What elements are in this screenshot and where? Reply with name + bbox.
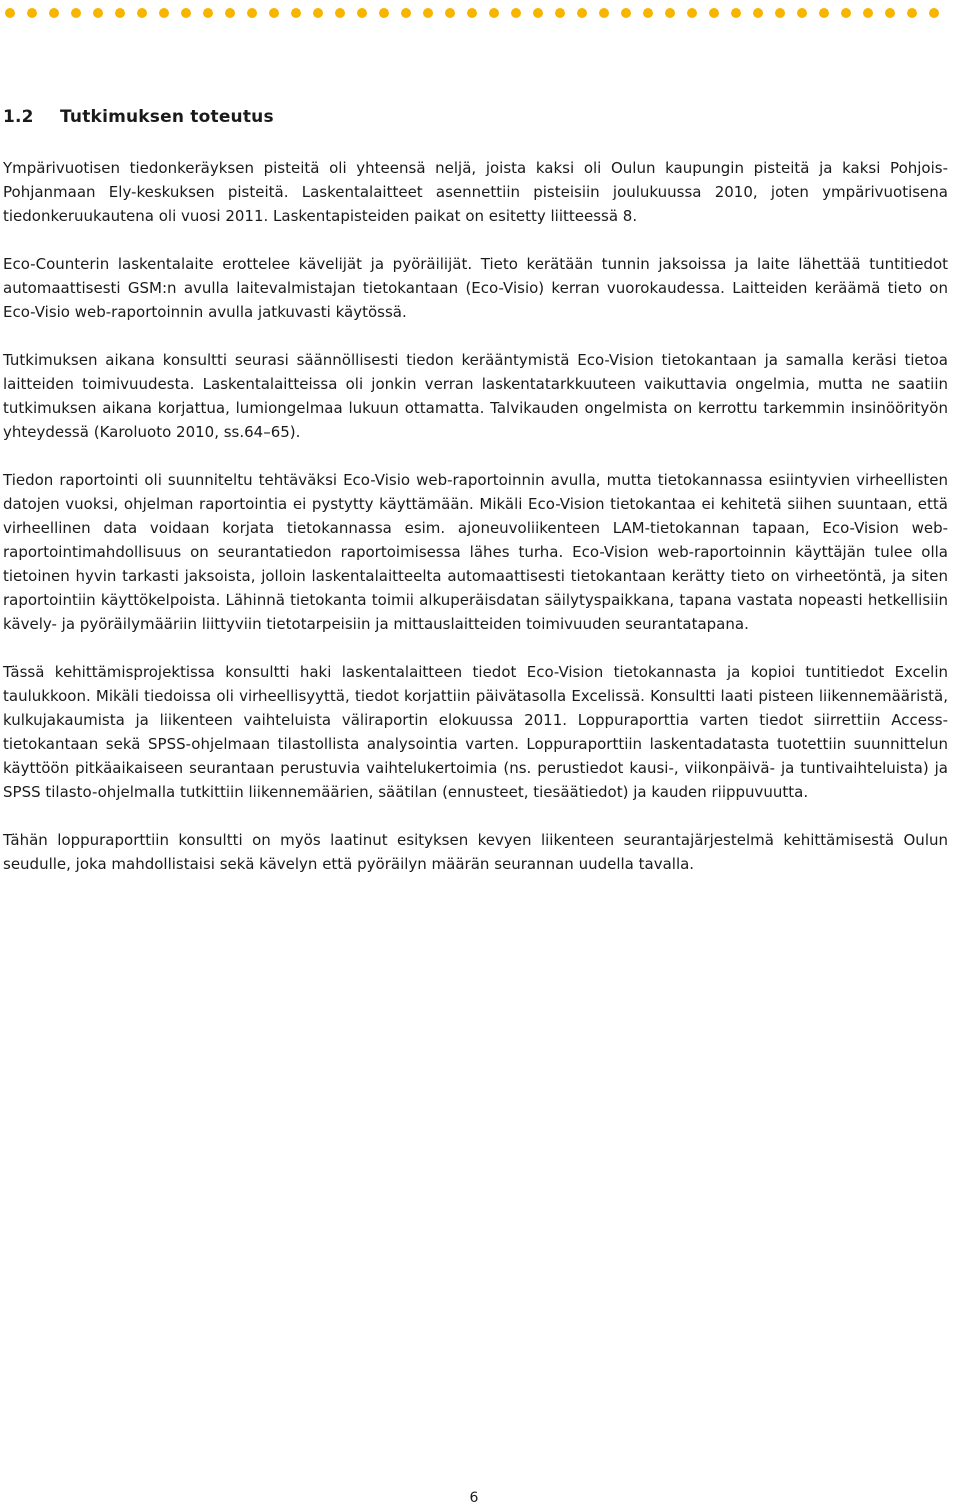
- decorative-dot: [929, 8, 939, 18]
- decorative-dot: [577, 8, 587, 18]
- decorative-dot: [665, 8, 675, 18]
- paragraph-2: Eco-Counterin laskentalaite erottelee kävelijät ja pyöräilijät. Tieto kerätään tunnin jaksoissa ja laite lähettää tuntitiedot automaattisesti GSM:n avulla laitevalmistajan tietokantaan (Eco-Visio) kerran vuorokaudessa. Laitteiden keräämä tieto on Eco-Visio web-raportoinnin avulla jatkuvasti käytössä.: [3, 255, 948, 321]
- decorative-dot: [379, 8, 389, 18]
- decorative-dot: [247, 8, 257, 18]
- decorative-dot: [555, 8, 565, 18]
- decorative-dot: [203, 8, 213, 18]
- decorative-dot: [137, 8, 147, 18]
- decorative-dot: [775, 8, 785, 18]
- decorative-dot: [489, 8, 499, 18]
- paragraph-5: Tässä kehittämisprojektissa konsultti haki laskentalaitteen tiedot Eco-Vision tietokannasta ja kopioi tuntitiedot Excelin taulukkoon. Mikäli tiedoissa oli virheellisyyttä, tiedot korjattiin päivätasolla Excelissä. Konsultti laati pisteen liikennemääristä, kulkujakaumista ja liikenteen vaihteluista väliraportin elokuussa 2011. Loppuraporttia varten tiedot siirrettiin Access-tietokantaan sekä SPSS-ohjelmaan tilastollista analysointia varten. Loppuraporttiin laskentadatasta tuotettiin suunnittelun käyttöön pitkäaikaiseen seurantaan perustuvia vaihtelukertoimia (ns. perustiedot kausi-, viikonpäivä- ja tuntivaihteluista) ja SPSS tilasto-ohjelmalla tutkittiin liikennemäärien, säätilan (ennusteet, tiesäätiedot) ja kauden riippuvuutta.: [3, 663, 948, 801]
- decorative-dot: [335, 8, 345, 18]
- decorative-dot: [313, 8, 323, 18]
- section-heading: [3, 104, 948, 130]
- section-number: 1.2: [3, 107, 34, 127]
- decorative-dot: [863, 8, 873, 18]
- decorative-dot: [687, 8, 697, 18]
- decorative-dot: [643, 8, 653, 18]
- decorative-dot: [291, 8, 301, 18]
- decorative-dot: [753, 8, 763, 18]
- decorative-dot-border: [0, 0, 960, 30]
- decorative-dot: [907, 8, 917, 18]
- decorative-dot: [621, 8, 631, 18]
- decorative-dot: [819, 8, 829, 18]
- decorative-dot: [27, 8, 37, 18]
- decorative-dot: [93, 8, 103, 18]
- decorative-dot: [115, 8, 125, 18]
- decorative-dot: [797, 8, 807, 18]
- paragraph-3: Tutkimuksen aikana konsultti seurasi säännöllisesti tiedon kerääntymistä Eco-Vision tietokantaan ja samalla keräsi tietoa laitteiden toimivuudesta. Laskentalaitteissa oli jonkin verran laskentatarkkuuteen vaikuttavia ongelmia, mutta ne saatiin tutkimuksen aikana korjattua, lumiongelmaa lukuun ottamatta. Talvikauden ongelmista on kerrottu tarkemmin insinöörityön yhteydessä (Karoluoto 2010, ss.64–65).: [3, 351, 948, 441]
- paragraph-6: Tähän loppuraporttiin konsultti on myös laatinut esityksen kevyen liikenteen seurantajärjestelmä kehittämisestä Oulun seudulle, joka mahdollistaisi sekä kävelyn että pyöräilyn määrän seurannan uudella tavalla.: [3, 831, 948, 873]
- decorative-dot: [731, 8, 741, 18]
- decorative-dot: [841, 8, 851, 18]
- section-title: Tutkimuksen toteutus: [60, 107, 274, 127]
- decorative-dot: [709, 8, 719, 18]
- paragraph-1: Ympärivuotisen tiedonkeräyksen pisteitä oli yhteensä neljä, joista kaksi oli Oulun kaupungin pisteitä ja kaksi Pohjois-Pohjanmaan Ely-keskuksen pisteitä. Laskentalaitteet asennettiin pisteisiin joulukuussa 2010, joten ympärivuotisena tiedonkeruukautena oli vuosi 2011. Laskentapisteiden paikat on esitetty liitteessä 8.: [3, 159, 948, 225]
- decorative-dot: [71, 8, 81, 18]
- decorative-dot: [181, 8, 191, 18]
- page-number: 6: [469, 1490, 479, 1506]
- decorative-dot: [357, 8, 367, 18]
- page-content: [3, 104, 948, 900]
- decorative-dot: [511, 8, 521, 18]
- decorative-dot: [269, 8, 279, 18]
- decorative-dot: [467, 8, 477, 18]
- decorative-dot: [5, 8, 15, 18]
- decorative-dot: [599, 8, 609, 18]
- decorative-dot: [401, 8, 411, 18]
- decorative-dot: [423, 8, 433, 18]
- paragraph-4: Tiedon raportointi oli suunniteltu tehtäväksi Eco-Visio web-raportoinnin avulla, mutta tietokannassa esiintyvien virheellisten datojen vuoksi, ohjelman raportointia ei pystytty käyttämään. Mikäli Eco-Vision tietokantaa ei kehitetä siihen suuntaan, että virheellinen data voidaan korjata tietokannassa esim. ajoneuvoliikenteen LAM-tietokannan tapaan, Eco-Vision web-raportointimahdollisuus on seurantatiedon raportoimisessa lähes turha. Eco-Vision web-raportoinnin käyttäjän tulee olla tietoinen hyvin tarkasti jaksoista, jolloin laskentalaitteelta automaattisesti tietokantaan kerätty tieto on virheetöntä, ja siten raportointiin käyttökelpoista. Lähinnä tietokanta toimii alkuperäisdatan säilytyspaikkana, tapana vastata nopeasti hetkellisiin kävely- ja pyöräilymääriin liittyviin tietotarpeisiin ja mittauslaitteiden toimivuuden seurantatapana.: [3, 471, 948, 633]
- decorative-dot: [49, 8, 59, 18]
- decorative-dot: [885, 8, 895, 18]
- decorative-dot: [159, 8, 169, 18]
- decorative-dot: [445, 8, 455, 18]
- decorative-dot: [533, 8, 543, 18]
- decorative-dot: [225, 8, 235, 18]
